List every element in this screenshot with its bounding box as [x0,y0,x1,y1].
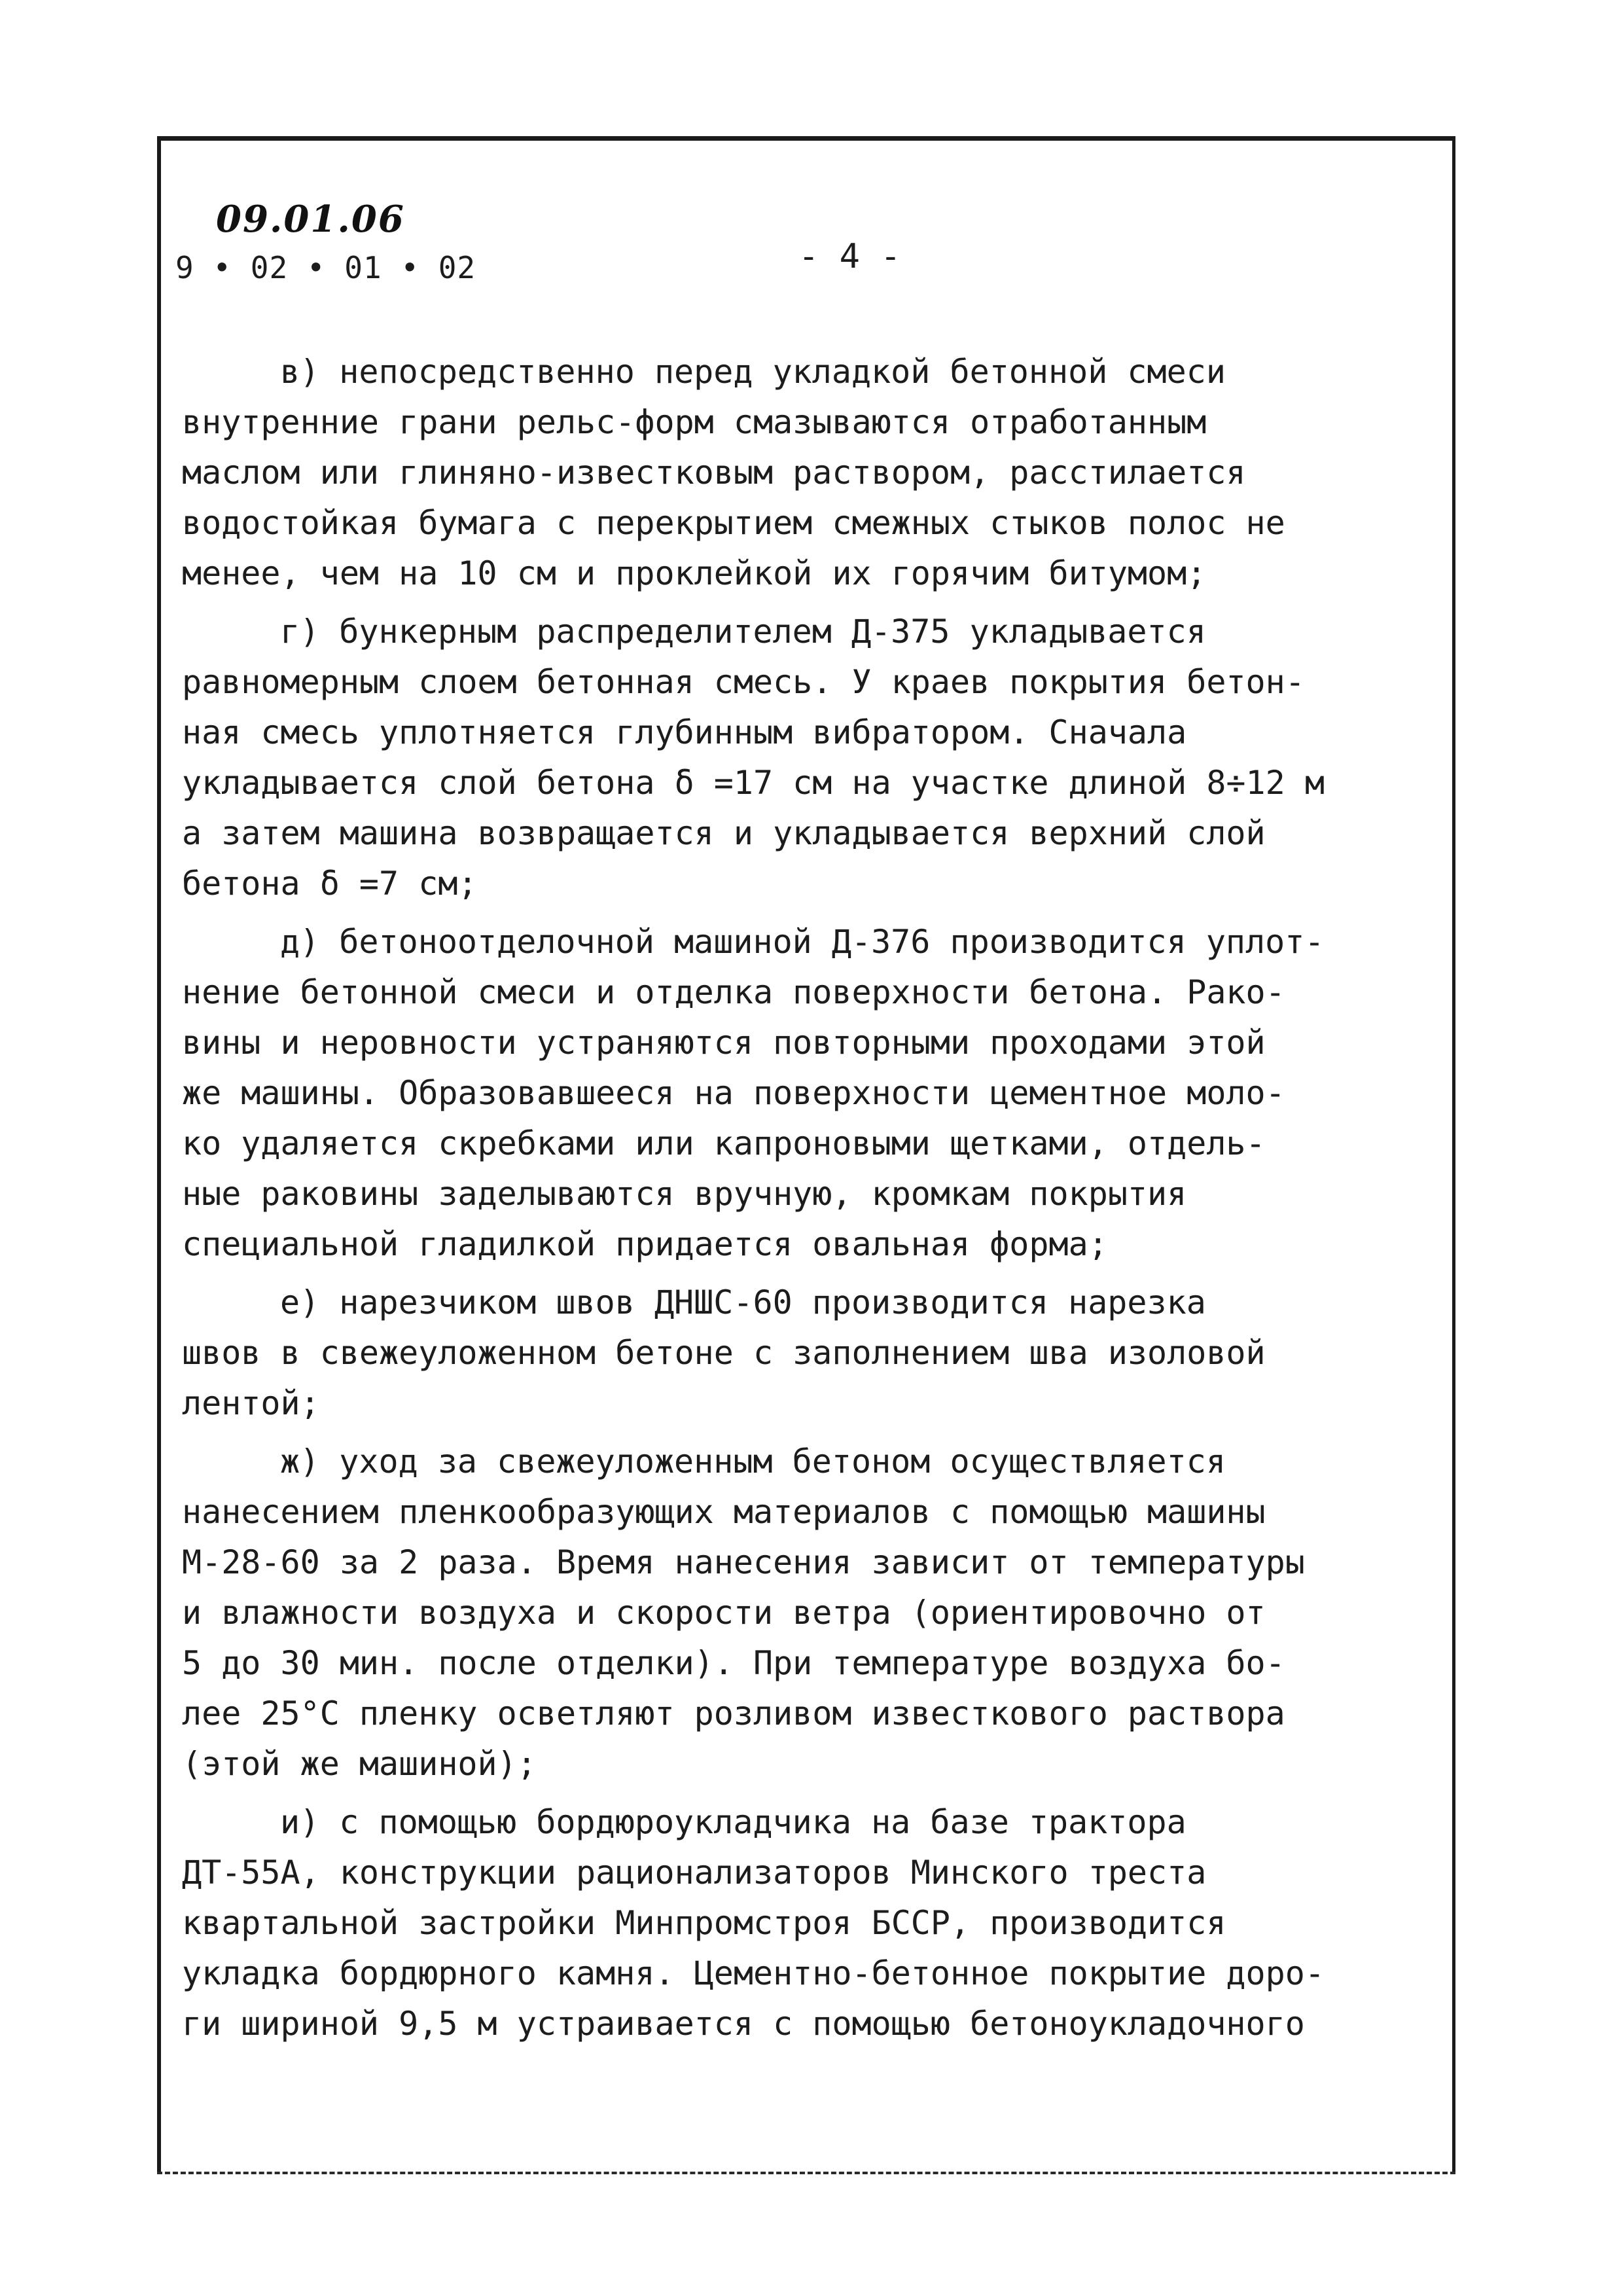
paragraph-i [182,1797,1445,2049]
page-number: - 4 - [798,237,901,276]
text-line: и влажности воздуха и скорости ветра (ориентировочно от [182,1594,1266,1632]
text-line: М-28-60 за 2 раза. Время нанесения зависит от температуры [182,1543,1305,1581]
text-line: бетона δ =7 см; [182,865,478,903]
text-line: а затем машина возвращается и укладывается верхний слой [182,814,1266,852]
text-line: вины и неровности устраняются повторными проходами этой [182,1024,1266,1062]
text-line: маслом или глиняно-известковым раствором, расстилается [182,454,1246,492]
text-line: (этой же машиной); [182,1745,537,1783]
text-line: ж) уход за свежеуложенным бетоном осуществляется [280,1443,1226,1480]
paragraph-g [182,607,1445,909]
text-line: и) с помощью бордюроукладчика на базе трактора [280,1803,1186,1841]
text-line: лентой; [182,1384,320,1422]
paragraph-e [182,1278,1445,1429]
text-line: же машины. Образовавшееся на поверхности цементное моло- [182,1074,1285,1112]
text-line: е) нарезчиком швов ДНШС-60 производится нарезка [280,1283,1206,1321]
text-line: 5 до 30 мин. после отделки). При температуре воздуха бо- [182,1644,1285,1682]
text-line: ная смесь уплотняется глубинным вибратором. Сначала [182,713,1187,751]
paragraph-d [182,917,1445,1270]
text-line: г) бункерным распределителем Д-375 укладывается [280,613,1206,651]
text-line: ные раковины заделываются вручную, кромкам покрытия [182,1175,1187,1213]
page-frame-bottom [157,2172,1455,2174]
text-line: д) бетоноотделочной машиной Д-376 производится уплот- [280,923,1325,961]
document-body [182,347,1445,2057]
document-code-handwritten: 09.01.06 [216,198,405,241]
text-line: укладывается слой бетона δ =17 см на участке длиной 8÷12 м [182,764,1325,802]
paragraph-v [182,347,1445,599]
text-line: квартальной застройки Минпромстроя БССР, производится [182,1904,1226,1942]
paragraph-zh [182,1437,1445,1789]
document-code-typed: 9 • 02 • 01 • 02 [175,250,476,285]
text-line: лее 25°С пленку осветляют розливом известкового раствора [182,1695,1285,1732]
text-line: менее, чем на 10 см и проклейкой их горячим битумом; [182,554,1207,592]
text-line: нанесением пленкообразующих материалов с помощью машины [182,1493,1266,1531]
text-line: водостойкая бумага с перекрытием смежных стыков полос не [182,504,1285,542]
text-line: специальной гладилкой придается овальная форма; [182,1225,1108,1263]
text-line: равномерным слоем бетонная смесь. У краев покрытия бетон- [182,663,1305,701]
text-line: ко удаляется скребками или капроновыми щетками, отдель- [182,1124,1266,1162]
text-line: внутренние грани рельс-форм смазываются отработанным [182,403,1207,441]
text-line: ги шириной 9,5 м устраивается с помощью бетоноукладочного [182,2005,1305,2043]
text-line: швов в свежеуложенном бетоне с заполнением шва изоловой [182,1334,1266,1372]
text-line: в) непосредственно перед укладкой бетонной смеси [280,353,1226,391]
text-line: укладка бордюрного камня. Цементно-бетонное покрытие доро- [182,1954,1325,1992]
text-line: нение бетонной смеси и отделка поверхности бетона. Рако- [182,973,1285,1011]
text-line: ДТ-55А, конструкции рационализаторов Минского треста [182,1854,1207,1892]
